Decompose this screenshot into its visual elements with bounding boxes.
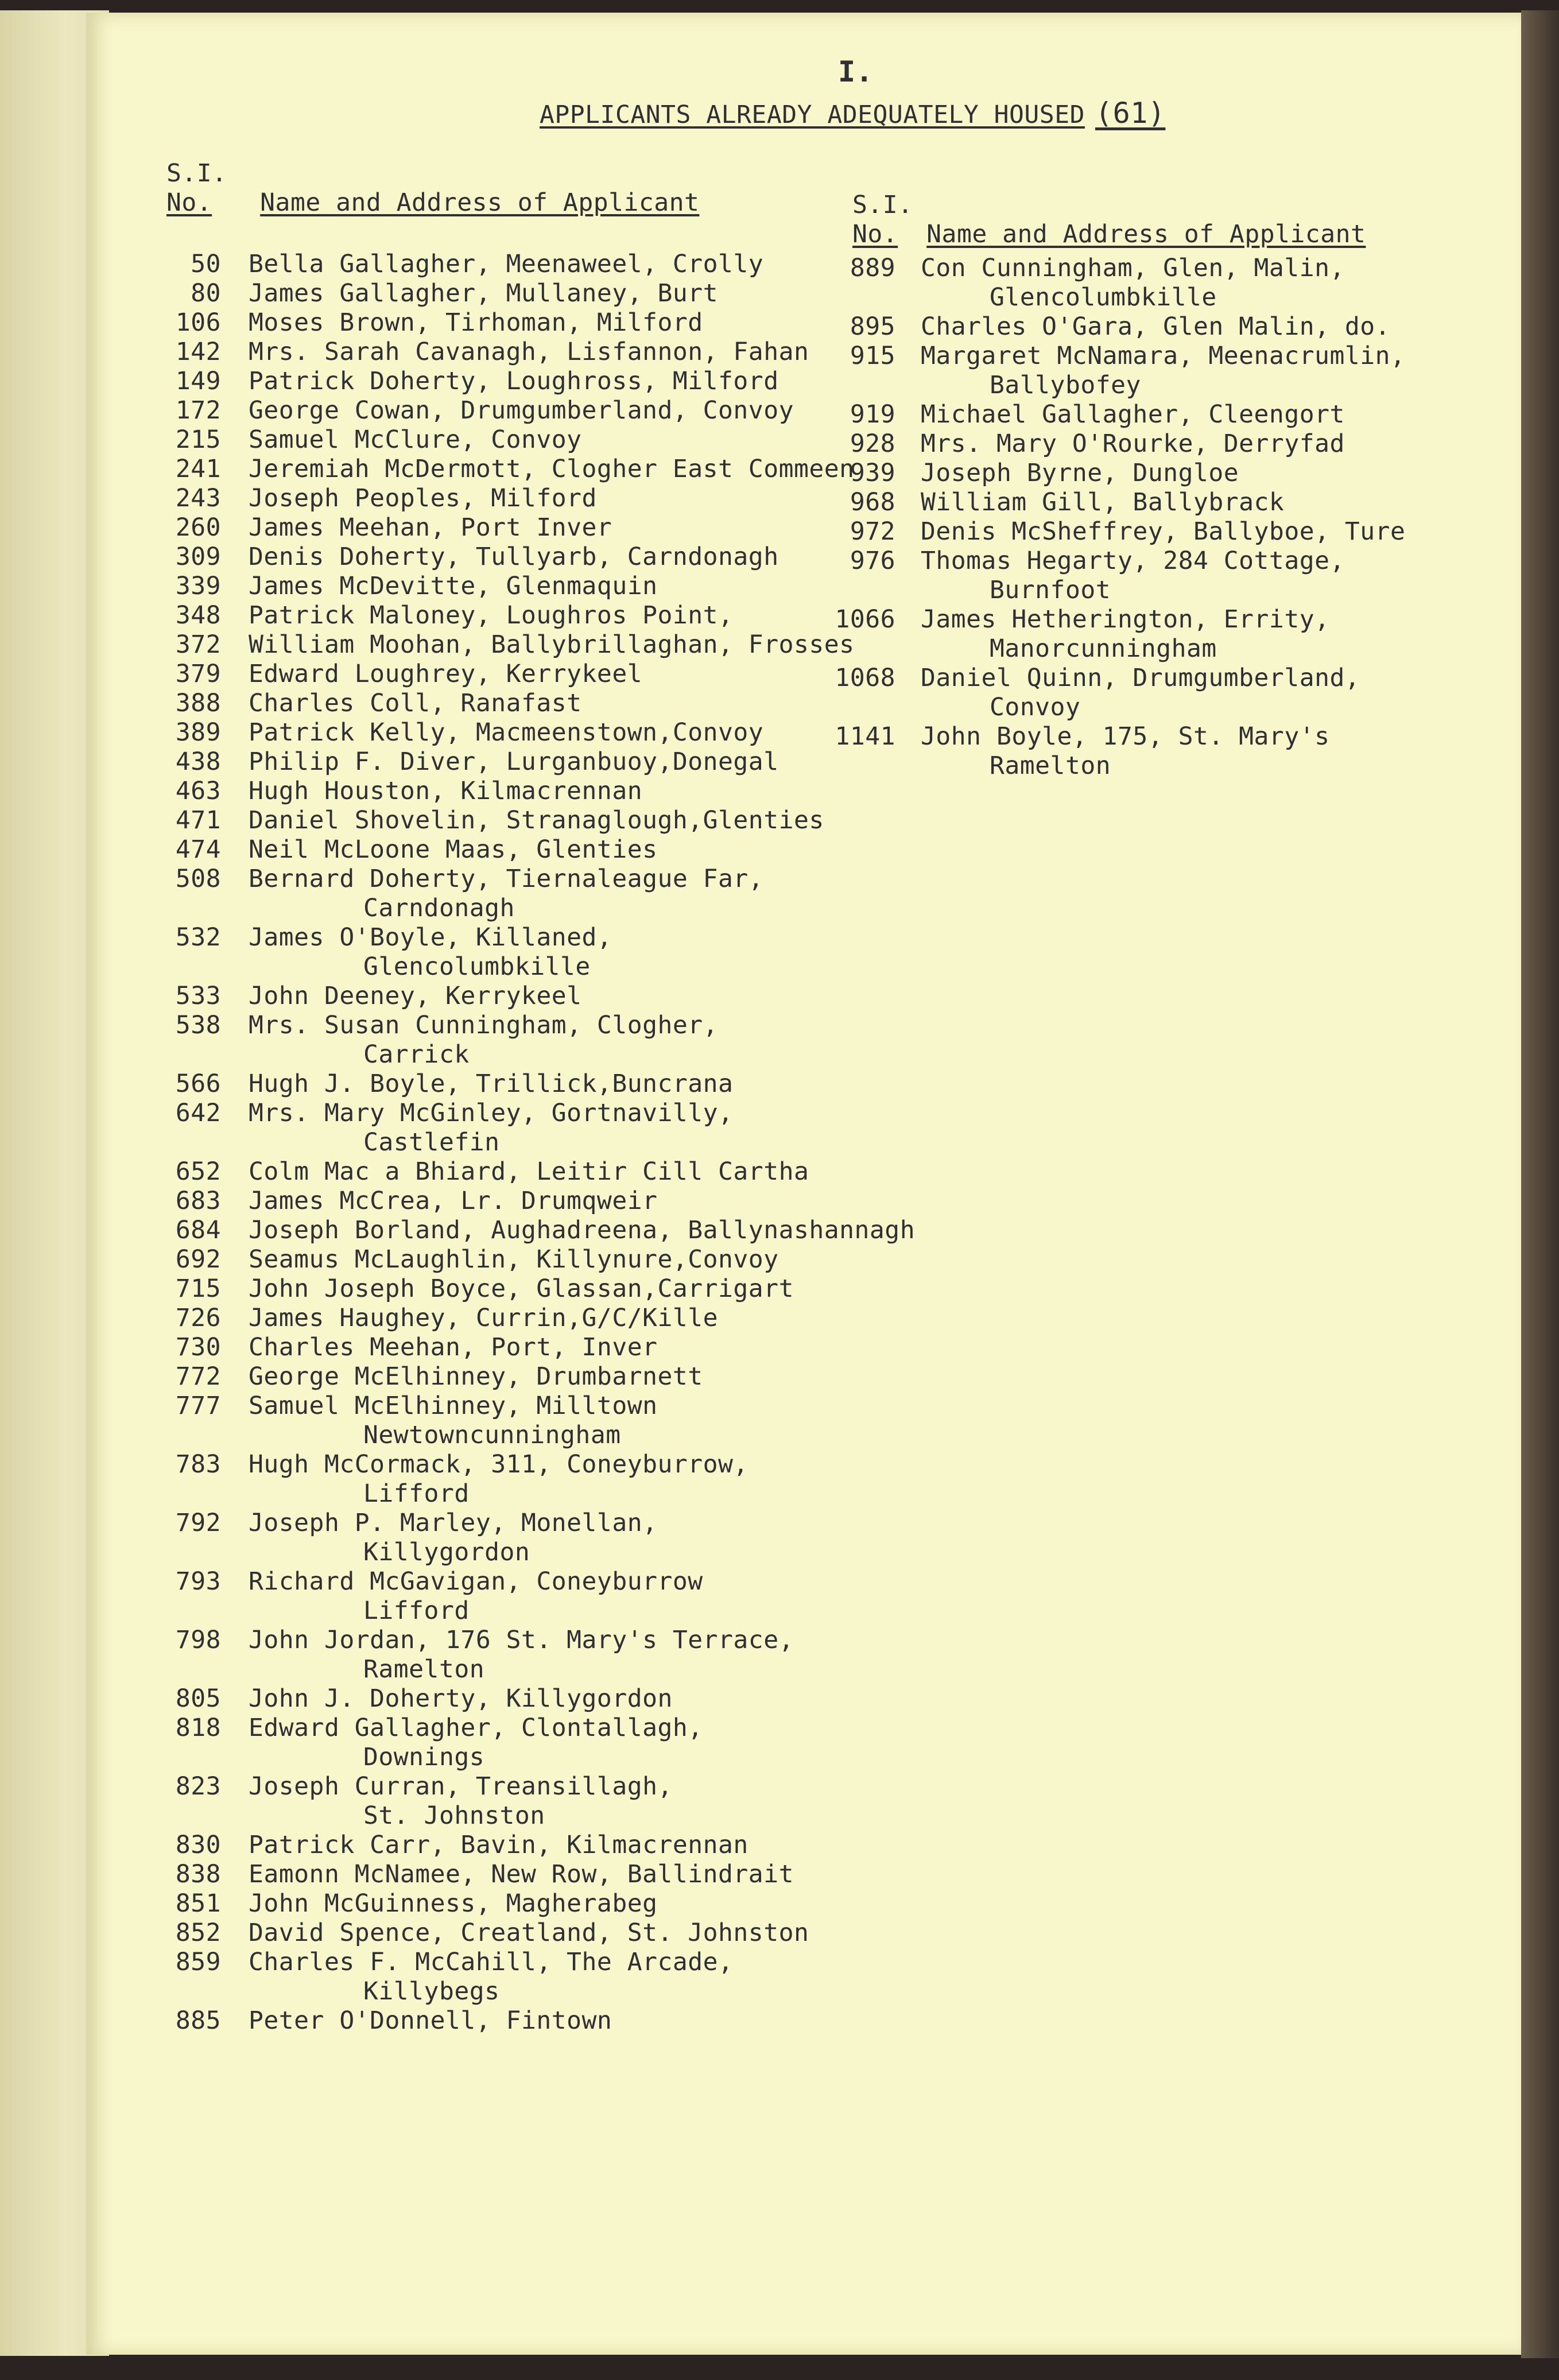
applicant-address-continuation: Glencolumbkille	[990, 283, 1217, 312]
applicant-name-line: Moses Brown, Tirhoman, Milford	[249, 308, 703, 337]
applicant-name-line: Mrs. Mary McGinley, Gortnavilly,	[249, 1099, 734, 1127]
applicant-name-line: Neil McLoone Maas, Glenties	[249, 835, 658, 864]
applicant-name-address	[221, 1714, 904, 1772]
applicant-name-address	[221, 1684, 904, 1714]
applicant-name-address	[221, 513, 904, 542]
applicant-name-line: Daniel Shovelin, Stranaglough,Glenties	[249, 806, 824, 835]
applicant-name-line: James Meehan, Port Inver	[249, 513, 612, 542]
applicant-entry	[112, 425, 904, 455]
applicant-name-address	[221, 923, 904, 982]
applicant-address-continuation: Ramelton	[363, 1655, 485, 1684]
applicant-name-line: Denis Doherty, Tullyarb, Carndonagh	[249, 542, 779, 571]
applicant-name-address	[221, 1509, 904, 1567]
applicant-entry	[112, 1157, 904, 1187]
applicant-name-line: Hugh Houston, Kilmacrennan	[249, 777, 643, 805]
applicant-si-number: 793	[175, 1567, 221, 1596]
applicant-address-continuation: Carrick	[363, 1040, 470, 1069]
left-name-header: Name and Address of Applicant	[260, 188, 700, 217]
applicant-entry	[112, 689, 904, 718]
applicant-si-number: 715	[175, 1274, 221, 1303]
applicant-entry	[112, 484, 904, 513]
applicant-si-number: 241	[175, 455, 221, 483]
applicant-si-number: 838	[175, 1860, 221, 1889]
applicant-name-address	[895, 722, 1487, 781]
applicant-entry	[112, 777, 904, 806]
applicant-entry	[112, 1714, 904, 1772]
applicant-name-line: James Hetherington, Errity,	[921, 605, 1330, 634]
applicant-si-number: 730	[175, 1333, 221, 1362]
applicant-si-number: 80	[191, 279, 221, 308]
applicant-si-number: 149	[175, 367, 221, 396]
applicant-entry	[112, 513, 904, 542]
applicant-name-address	[221, 1157, 904, 1187]
applicant-name-line: John Jordan, 176 St. Mary's Terrace,	[249, 1626, 794, 1654]
applicant-name-line: William Gill, Ballybrack	[921, 488, 1285, 517]
applicant-name-address	[221, 396, 904, 425]
applicant-si-number: 474	[175, 835, 221, 864]
applicant-entry	[112, 1216, 916, 1245]
applicant-entry	[112, 1391, 904, 1450]
applicant-name-address	[221, 1831, 904, 1860]
applicant-name-line: George Cowan, Drumgumberland, Convoy	[249, 396, 794, 425]
applicant-name-line: Patrick Carr, Bavin, Kilmacrennan	[249, 1831, 749, 1859]
applicant-name-address	[221, 1391, 904, 1450]
page-edge	[1521, 10, 1559, 2358]
applicant-name-address	[895, 605, 1487, 664]
applicant-name-line: Edward Gallagher, Clontallagh,	[249, 1714, 703, 1742]
applicant-entry	[827, 546, 1487, 605]
applicant-name-line: Charles Meehan, Port, Inver	[249, 1333, 658, 1362]
applicant-name-address	[221, 630, 904, 660]
applicant-si-number: 726	[175, 1304, 221, 1332]
applicant-name-address	[895, 664, 1487, 722]
applicant-name-line: Eamonn McNamee, New Row, Ballindrait	[249, 1860, 794, 1889]
applicant-name-line: Colm Mac a Bhiard, Leitir Cill Cartha	[249, 1157, 809, 1186]
applicant-si-number: 851	[175, 1889, 221, 1918]
applicant-name-address	[221, 338, 904, 367]
applicant-name-address	[221, 835, 904, 865]
applicant-si-number: 783	[175, 1450, 221, 1479]
applicant-entry	[112, 1245, 904, 1274]
left-applicant-list	[112, 250, 916, 2036]
applicant-si-number: 566	[175, 1069, 221, 1098]
applicant-name-address	[221, 777, 904, 806]
applicant-si-number: 830	[175, 1831, 221, 1859]
applicant-name-line: John J. Doherty, Killygordon	[249, 1684, 673, 1713]
applicant-entry	[827, 517, 1487, 546]
applicant-name-line: Denis McSheffrey, Ballyboe, Ture	[921, 517, 1406, 546]
right-no-label: No.	[852, 220, 898, 249]
applicant-name-address	[221, 1245, 904, 1274]
applicant-si-number: 805	[175, 1684, 221, 1713]
applicant-entry	[112, 338, 904, 367]
applicant-name-address	[221, 982, 904, 1011]
applicant-si-number: 972	[850, 517, 895, 546]
applicant-si-number: 798	[175, 1626, 221, 1654]
applicant-address-continuation: Burnfoot	[990, 576, 1111, 604]
applicant-name-line: Thomas Hegarty, 284 Cottage,	[921, 546, 1345, 575]
applicant-entry	[112, 601, 904, 630]
applicant-address-continuation: Carndonagh	[363, 894, 515, 922]
right-si-label: S.I.	[852, 191, 913, 219]
applicant-name-line: Joseph Peoples, Milford	[249, 484, 597, 513]
applicant-name-line: James Gallagher, Mullaney, Burt	[249, 279, 719, 308]
applicant-entry	[112, 923, 904, 982]
applicant-name-address	[221, 1860, 904, 1889]
applicant-name-line: Con Cunningham, Glen, Malin,	[921, 254, 1345, 282]
applicant-entry	[112, 1948, 904, 2006]
applicant-name-address	[221, 806, 904, 835]
applicant-name-line: James McCrea, Lr. Drumqweir	[249, 1187, 658, 1215]
applicant-si-number: 885	[175, 2006, 221, 2035]
applicant-name-line: Bella Gallagher, Meenaweel, Crolly	[249, 250, 764, 278]
applicant-name-line: George McElhinney, Drumbarnett	[249, 1362, 703, 1391]
applicant-name-address	[895, 517, 1487, 546]
applicant-name-line: Margaret McNamara, Meenacrumlin,	[921, 342, 1406, 370]
applicant-entry	[112, 660, 904, 689]
applicant-name-address	[221, 250, 904, 279]
applicant-name-address	[221, 455, 904, 484]
applicant-si-number: 976	[850, 546, 895, 575]
document-page	[86, 13, 1521, 2355]
applicant-si-number: 1068	[835, 664, 895, 692]
applicant-si-number: 652	[175, 1157, 221, 1186]
applicant-entry	[112, 806, 904, 835]
applicant-name-line: Joseph P. Marley, Monellan,	[249, 1509, 658, 1537]
applicant-name-line: Patrick Doherty, Loughross, Milford	[249, 367, 779, 396]
applicant-si-number: 818	[175, 1714, 221, 1742]
applicant-name-address	[895, 312, 1487, 342]
applicant-entry	[112, 367, 904, 396]
applicant-name-line: Joseph Curran, Treansillagh,	[249, 1772, 673, 1801]
applicant-entry	[112, 250, 904, 279]
applicant-entry	[112, 747, 904, 777]
applicant-entry	[112, 1831, 904, 1860]
applicant-name-line: Edward Loughrey, Kerrykeel	[249, 660, 643, 688]
applicant-address-continuation: Newtowncunningham	[363, 1421, 621, 1449]
applicant-name-address	[221, 1918, 904, 1948]
applicant-name-address	[221, 1187, 904, 1216]
applicant-entry	[112, 1333, 904, 1362]
applicant-name-address	[221, 308, 904, 338]
applicant-address-continuation: Lifford	[363, 1479, 470, 1508]
applicant-entry	[112, 1509, 904, 1567]
applicant-name-address	[221, 689, 904, 718]
applicant-name-line: Mrs. Mary O'Rourke, Derryfad	[921, 429, 1345, 458]
applicant-si-number: 533	[175, 982, 221, 1010]
applicant-si-number: 379	[175, 660, 221, 688]
applicant-name-line: James O'Boyle, Killaned,	[249, 923, 612, 952]
applicant-address-continuation: Manorcunningham	[990, 634, 1217, 663]
applicant-entry	[112, 455, 904, 484]
applicant-name-line: Philip F. Diver, Lurganbuoy,Donegal	[249, 747, 779, 776]
applicant-entry	[112, 572, 904, 601]
applicant-si-number: 438	[175, 747, 221, 776]
applicant-entry	[112, 1011, 904, 1069]
applicant-entry	[827, 312, 1487, 342]
applicant-entry	[112, 1304, 904, 1333]
applicant-entry	[112, 865, 904, 923]
applicant-si-number: 50	[191, 250, 221, 278]
applicant-name-address	[221, 1362, 904, 1391]
applicant-si-number: 692	[175, 1245, 221, 1274]
applicant-name-address	[221, 1889, 904, 1918]
applicant-name-address	[221, 1567, 904, 1626]
applicant-si-number: 309	[175, 542, 221, 571]
applicant-name-address	[221, 542, 904, 572]
applicant-name-line: Peter O'Donnell, Fintown	[249, 2006, 612, 2035]
applicant-entry	[112, 1450, 904, 1509]
applicant-si-number: 532	[175, 923, 221, 952]
title-count: (61)	[1095, 96, 1166, 130]
page-title	[540, 96, 1166, 130]
applicant-name-address	[221, 1626, 904, 1684]
applicant-si-number: 777	[175, 1391, 221, 1420]
applicant-entry	[112, 396, 904, 425]
applicant-name-address	[221, 572, 904, 601]
applicant-name-line: Samuel McElhinney, Milltown	[249, 1391, 658, 1420]
applicant-si-number: 243	[175, 484, 221, 513]
applicant-name-address	[221, 601, 904, 630]
applicant-name-address	[221, 425, 904, 455]
applicant-entry	[827, 722, 1487, 781]
left-column-header	[166, 159, 699, 218]
applicant-name-address	[895, 546, 1487, 605]
applicant-name-line: John Joseph Boyce, Glassan,Carrigart	[249, 1274, 794, 1303]
applicant-name-address	[221, 1772, 904, 1831]
applicant-name-line: Charles F. McCahill, The Arcade,	[249, 1948, 734, 1976]
right-name-header: Name and Address of Applicant	[926, 220, 1366, 249]
applicant-name-line: Seamus McLaughlin, Killynure,Convoy	[249, 1245, 779, 1274]
applicant-entry	[827, 254, 1487, 312]
applicant-name-line: James McDevitte, Glenmaquin	[249, 572, 658, 600]
applicant-name-address	[221, 279, 904, 308]
applicant-si-number: 859	[175, 1948, 221, 1976]
applicant-si-number: 852	[175, 1918, 221, 1947]
applicant-name-line: Richard McGavigan, Coneyburrow	[249, 1567, 703, 1596]
applicant-name-line: David Spence, Creatland, St. Johnston	[249, 1918, 809, 1947]
applicant-si-number: 142	[175, 338, 221, 366]
applicant-si-number: 915	[850, 342, 895, 370]
page-number: I.	[838, 55, 874, 88]
applicant-entry	[112, 542, 904, 572]
applicant-entry	[112, 982, 904, 1011]
applicant-si-number: 388	[175, 689, 221, 718]
applicant-address-continuation: Ballybofey	[990, 371, 1141, 400]
applicant-si-number: 348	[175, 601, 221, 630]
applicant-si-number: 792	[175, 1509, 221, 1537]
applicant-entry	[827, 342, 1487, 400]
applicant-si-number: 1066	[835, 605, 895, 634]
applicant-address-continuation: St. Johnston	[363, 1801, 545, 1830]
applicant-name-line: Daniel Quinn, Drumgumberland,	[921, 664, 1360, 692]
applicant-entry	[112, 630, 904, 660]
applicant-name-address	[221, 484, 904, 513]
applicant-name-line: Patrick Maloney, Loughros Point,	[249, 601, 734, 630]
applicant-entry	[827, 664, 1487, 722]
applicant-name-line: Mrs. Susan Cunningham, Clogher,	[249, 1011, 719, 1040]
applicant-name-line: Jeremiah McDermott, Clogher East Commeen	[249, 455, 855, 483]
applicant-name-address	[895, 429, 1487, 459]
applicant-si-number: 772	[175, 1362, 221, 1391]
applicant-name-line: Joseph Byrne, Dungloe	[921, 459, 1239, 487]
applicant-si-number: 260	[175, 513, 221, 542]
right-column-header	[852, 191, 1366, 249]
applicant-name-line: Hugh J. Boyle, Trillick,Buncrana	[249, 1069, 734, 1098]
applicant-entry	[827, 459, 1487, 488]
applicant-name-address	[221, 2006, 904, 2036]
applicant-entry	[112, 1567, 904, 1626]
applicant-entry	[112, 718, 904, 747]
applicant-entry	[112, 1274, 904, 1304]
left-no-label: No.	[166, 188, 212, 217]
applicant-name-address	[221, 1304, 904, 1333]
applicant-name-address	[221, 1274, 904, 1304]
applicant-entry	[112, 1362, 904, 1391]
applicant-name-address	[221, 1011, 904, 1069]
applicant-name-address	[221, 747, 904, 777]
applicant-si-number: 642	[175, 1099, 221, 1127]
applicant-address-continuation: Lifford	[363, 1596, 470, 1625]
applicant-si-number: 172	[175, 396, 221, 425]
applicant-name-address	[221, 1069, 904, 1099]
applicant-si-number: 339	[175, 572, 221, 600]
applicant-si-number: 889	[850, 254, 895, 282]
applicant-name-address	[895, 488, 1487, 517]
applicant-address-continuation: Ramelton	[990, 751, 1111, 780]
applicant-si-number: 895	[850, 312, 895, 341]
applicant-si-number: 919	[850, 400, 895, 429]
applicant-name-address	[221, 1099, 904, 1157]
applicant-name-line: Michael Gallagher, Cleengort	[921, 400, 1345, 429]
applicant-address-continuation: Glencolumbkille	[363, 952, 591, 981]
applicant-entry	[112, 1860, 904, 1889]
applicant-si-number: 683	[175, 1187, 221, 1215]
applicant-entry	[112, 1099, 904, 1157]
applicant-entry	[827, 429, 1487, 459]
left-si-label: S.I.	[166, 159, 227, 188]
applicant-name-line: Samuel McClure, Convoy	[249, 425, 582, 454]
applicant-si-number: 968	[850, 488, 895, 517]
applicant-entry	[112, 2006, 904, 2036]
applicant-name-line: James Haughey, Currin,G/C/Kille	[249, 1304, 719, 1332]
applicant-entry	[112, 1684, 904, 1714]
applicant-entry	[112, 1626, 904, 1684]
applicant-entry	[112, 308, 904, 338]
applicant-si-number: 928	[850, 429, 895, 458]
applicant-si-number: 939	[850, 459, 895, 487]
applicant-name-line: John Boyle, 175, St. Mary's	[921, 722, 1330, 751]
applicant-si-number: 372	[175, 630, 221, 659]
applicant-si-number: 463	[175, 777, 221, 805]
title-text: APPLICANTS ALREADY ADEQUATELY HOUSED	[540, 100, 1085, 129]
applicant-address-continuation: Downings	[363, 1743, 485, 1772]
applicant-name-address	[221, 865, 904, 923]
applicant-name-address	[221, 1450, 904, 1509]
applicant-entry	[827, 400, 1487, 429]
applicant-name-line: Joseph Borland, Aughadreena, Ballynashannagh	[249, 1216, 916, 1245]
applicant-name-address	[221, 1216, 915, 1245]
applicant-si-number: 538	[175, 1011, 221, 1040]
applicant-entry	[112, 1889, 904, 1918]
applicant-name-address	[221, 660, 904, 689]
applicant-name-address	[895, 254, 1487, 312]
applicant-name-address	[895, 459, 1487, 488]
applicant-address-continuation: Castlefin	[363, 1128, 500, 1157]
applicant-si-number: 508	[175, 865, 221, 893]
applicant-si-number: 389	[175, 718, 221, 747]
applicant-name-address	[895, 342, 1487, 400]
applicant-entry	[827, 488, 1487, 517]
applicant-si-number: 215	[175, 425, 221, 454]
applicant-name-address	[221, 1948, 904, 2006]
applicant-name-line: John Deeney, Kerrykeel	[249, 982, 582, 1010]
applicant-address-continuation: Convoy	[990, 693, 1081, 722]
right-applicant-list	[827, 254, 1487, 781]
applicant-name-line: Bernard Doherty, Tiernaleague Far,	[249, 865, 764, 893]
applicant-si-number: 471	[175, 806, 221, 835]
applicant-entry	[112, 1187, 904, 1216]
applicant-entry	[112, 1069, 904, 1099]
applicant-name-line: Hugh McCormack, 311, Coneyburrow,	[249, 1450, 749, 1479]
applicant-name-address	[895, 400, 1487, 429]
applicant-entry	[112, 279, 904, 308]
applicant-name-line: John McGuinness, Magherabeg	[249, 1889, 658, 1918]
applicant-si-number: 684	[175, 1216, 221, 1245]
applicant-si-number: 1141	[835, 722, 895, 751]
applicant-si-number: 106	[175, 308, 221, 337]
applicant-si-number: 823	[175, 1772, 221, 1801]
applicant-name-line: Charles O'Gara, Glen Malin, do.	[921, 312, 1391, 341]
applicant-name-address	[221, 367, 904, 396]
applicant-entry	[827, 605, 1487, 664]
applicant-name-address	[221, 1333, 904, 1362]
applicant-name-address	[221, 718, 904, 747]
applicant-name-line: Mrs. Sarah Cavanagh, Lisfannon, Fahan	[249, 338, 809, 366]
applicant-address-continuation: Killygordon	[363, 1538, 530, 1567]
applicant-entry	[112, 1772, 904, 1831]
applicant-name-line: Patrick Kelly, Macmeenstown,Convoy	[249, 718, 764, 747]
applicant-entry	[112, 1918, 904, 1948]
applicant-entry	[112, 835, 904, 865]
applicant-name-line: Charles Coll, Ranafast	[249, 689, 582, 718]
applicant-address-continuation: Killybegs	[363, 1977, 500, 2006]
applicant-name-line: William Moohan, Ballybrillaghan, Frosses	[249, 630, 855, 659]
